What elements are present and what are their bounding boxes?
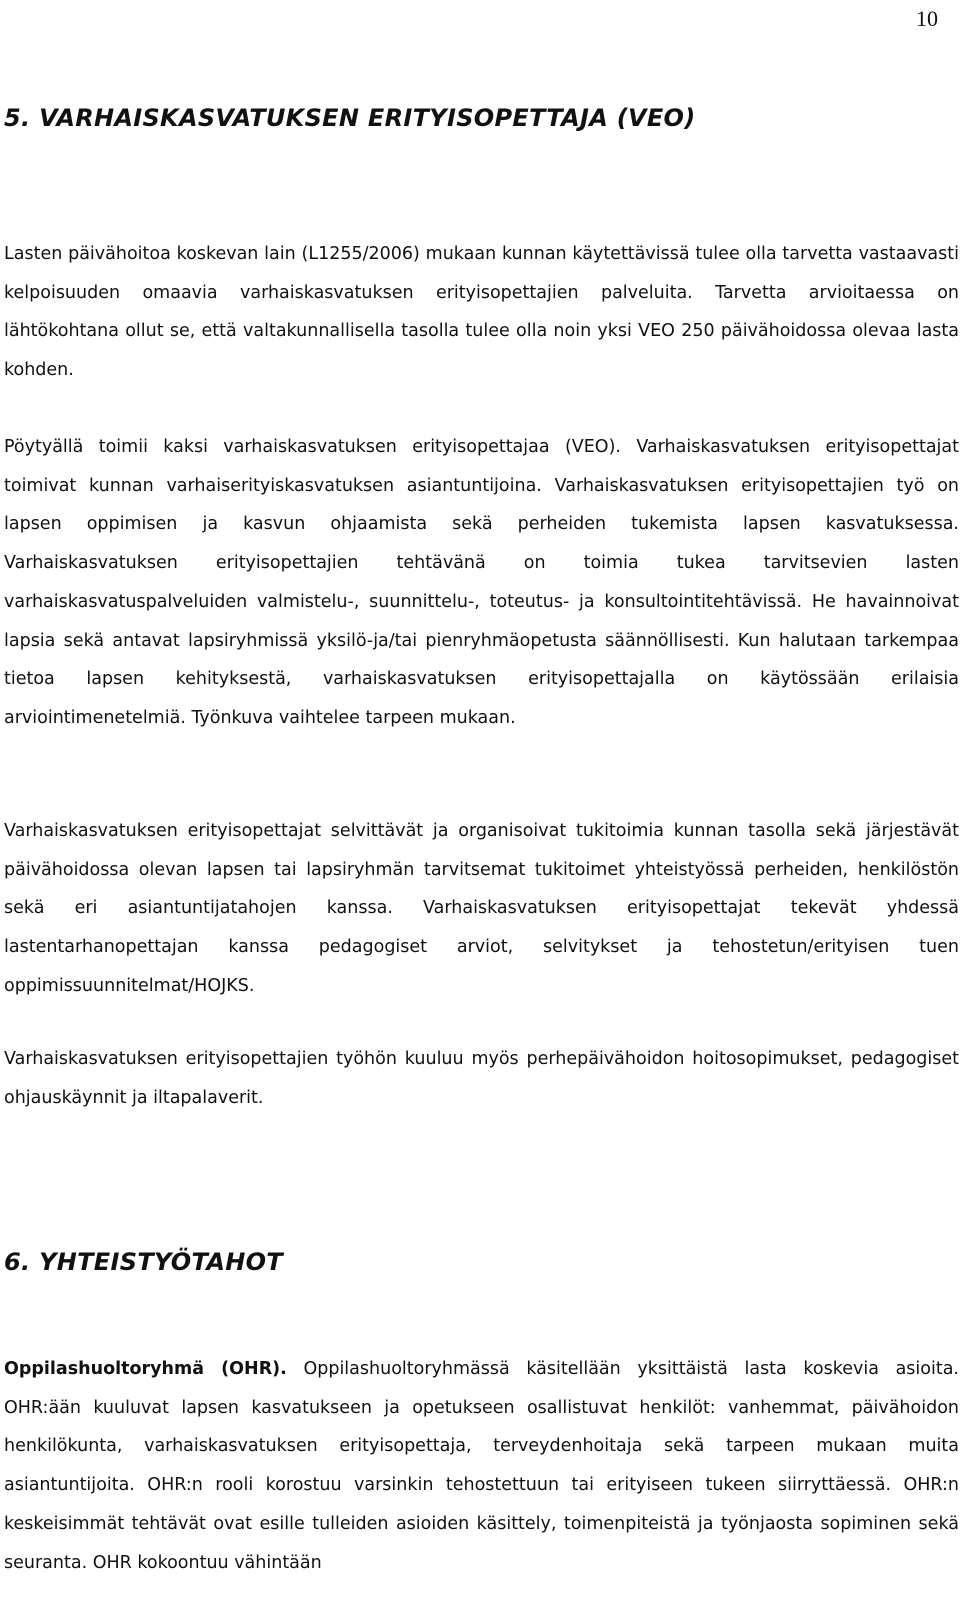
section-5-paragraph-2: Pöytyällä toimii kaksi varhaiskasvatuksen erityisopettajaa (VEO). Varhaiskasvatuksen erityisopettajat toimivat kunnan varhaiserityiskasvatuksen asiantuntijoina. Varhaiskasvatuksen erityisopettajien työ on lapsen oppimisen ja kasvun ohjaamista sekä perheiden tukemista lapsen kasvatuksessa. Varhaiskasvatuksen erityisopettajien tehtävänä on toimia tukea tarvitsevien lasten varhaiskasvatuspalveluiden valmistelu-, suunnittelu-, toteutus- ja konsultointitehtävissä. He havainnoivat lapsia sekä antavat lapsiryhmissä yksilö-ja/tai pienryhmäopetusta säännöllisesti. Kun halutaan tarkempaa tietoa lapsen kehityksestä, varhaiskasvatuksen erityisopettajalla on käytössään erilaisia arviointimenetelmiä. Työnkuva vaihtelee tarpeen mukaan. — [4, 437, 959, 728]
section-5-heading: 5. VARHAISKASVATUKSEN ERITYISOPETTAJA (VEO) — [4, 104, 696, 132]
section-5-paragraph-3: Varhaiskasvatuksen erityisopettajat selvittävät ja organisoivat tukitoimia kunnan tasolla sekä järjestävät päivähoidossa olevan lapsen tai lapsiryhmän tarvitsemat tukitoimet yhteistyössä perheiden, henkilöstön sekä eri asiantuntijatahojen kanssa. Varhaiskasvatuksen erityisopettajat tekevät yhdessä lastentarhanopettajan kanssa pedagogiset arviot, selvitykset ja tehostetun/erityisen tuen oppimissuunnitelmat/HOJKS. — [4, 821, 959, 996]
ohr-lead-term: Oppilashuoltoryhmä (OHR). — [4, 1359, 287, 1379]
page-number: 10 — [916, 6, 938, 31]
ohr-paragraph-text: Oppilashuoltoryhmässä käsitellään yksittäistä lasta koskevia asioita. OHR:ään kuuluvat lapsen kasvatukseen ja opetukseen osallistuvat henkilöt: vanhemmat, päivähoidon henkilökunta, varhaiskasvatuksen erityisopettaja, terveydenhoitaja sekä tarpeen mukaan muita asiantuntijoita. OHR:n rooli korostuu varsinkin tehostettuun tai erityiseen tukeen siirryttäessä. OHR:n keskeisimmät tehtävät ovat esille tulleiden asioiden käsittely, toimenpiteistä ja työnjaosta sopiminen sekä seuranta. OHR kokoontuu vähintään — [4, 1359, 959, 1573]
section-6-heading: 6. YHTEISTYÖTAHOT — [4, 1248, 283, 1276]
section-5-paragraph-1: Lasten päivähoitoa koskevan lain (L1255/2006) mukaan kunnan käytettävissä tulee olla tarvetta vastaavasti kelpoisuuden omaavia varhaiskasvatuksen erityisopettajien palveluita. Tarvetta arvioitaessa on lähtökohtana ollut se, että valtakunnallisella tasolla tulee olla noin yksi VEO 250 päivähoidossa olevaa lasta kohden. — [4, 244, 959, 381]
section-5-paragraph-4: Varhaiskasvatuksen erityisopettajien työhön kuuluu myös perhepäivähoidon hoitosopimukset, pedagogiset ohjauskäynnit ja iltapalaverit. — [4, 1049, 959, 1108]
section-6-paragraph — [4, 1350, 959, 1582]
